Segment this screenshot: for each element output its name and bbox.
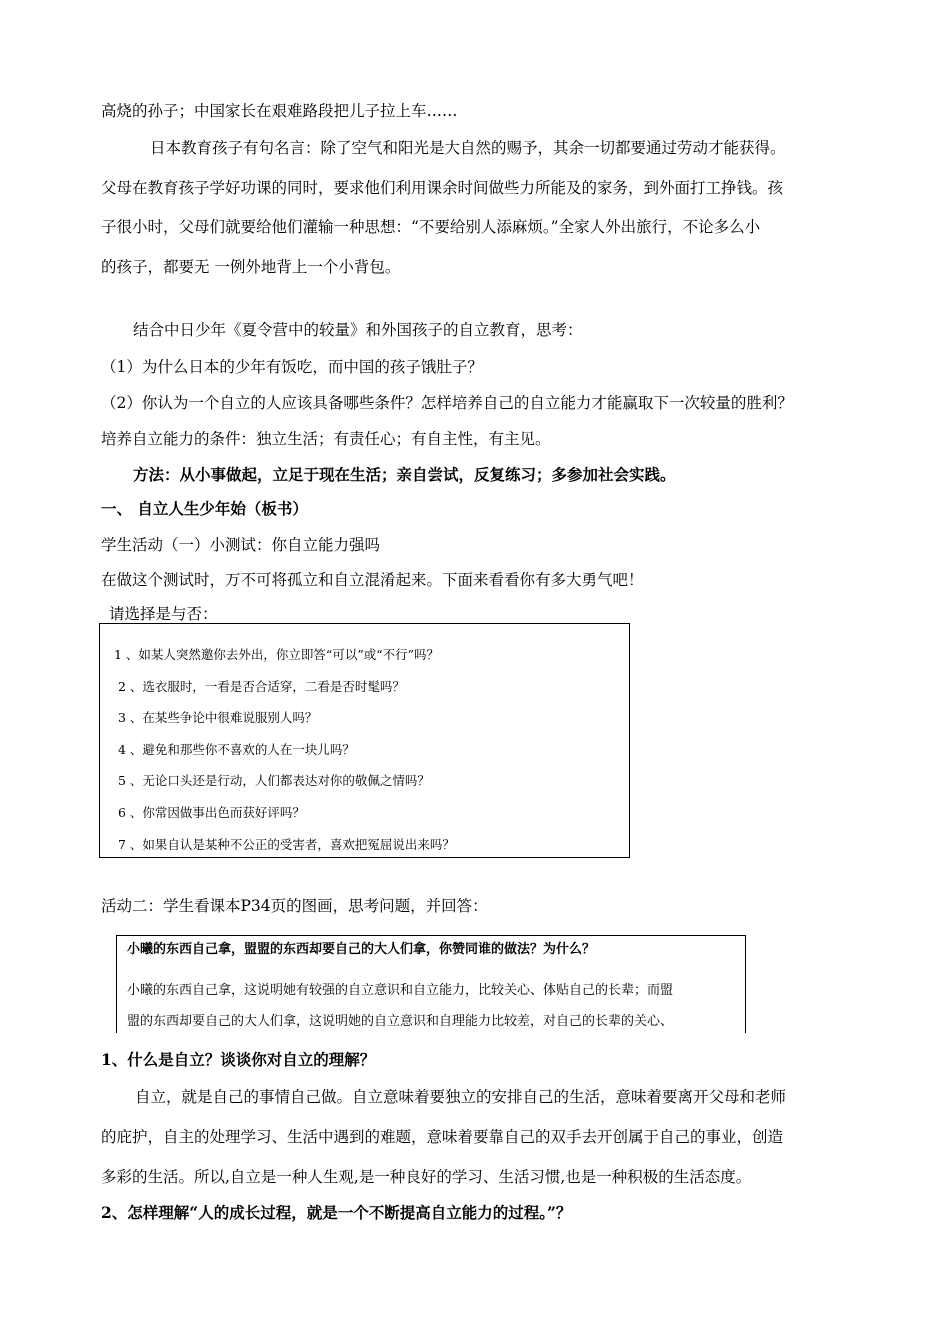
discussion-intro: 结合中日少年《夏令营中的较量》和外国孩子的自立教育，思考： xyxy=(133,321,583,339)
discussion-question-1: （1）为什么日本的少年有饭吃，而中国的孩子饿肚子？ xyxy=(101,358,483,376)
quiz-question: 7 、如果自认是某种不公正的受害者，喜欢把冤屈说出来吗？ xyxy=(118,837,455,852)
answer-box-question: 小曦的东西自己拿，盟盟的东西却要自己的大人们拿，你赞同谁的做法？为什么？ xyxy=(127,942,596,957)
paragraph-line: 高烧的孙子；中国家长在艰难路段把儿子拉上车…… xyxy=(101,102,458,120)
quiz-question: 3 、在某些争论中很难说服别人吗？ xyxy=(118,710,318,725)
quiz-box xyxy=(99,623,630,858)
answer-line: 的庇护，自主的处理学习、生活中遇到的难题，意味着要靠自己的双手去开创属于自己的事业，创造 xyxy=(101,1128,784,1146)
activity1-note: 在做这个测试时，万不可将孤立和自立混淆起来。下面来看看你有多大勇气吧！ xyxy=(101,571,644,589)
paragraph-line: 的孩子，都要无 一例外地背上一个小背包。 xyxy=(101,258,401,276)
answer-box-line: 小曦的东西自己拿，这说明她有较强的自立意识和自立能力，比较关心、体贴自己的长辈；而盟 xyxy=(127,983,674,998)
paragraph-line: 子很小时，父母们就要给他们灌输一种思想：“不要给别人添麻烦。”全家人外出旅行，不论多么小 xyxy=(101,218,761,236)
question-heading-2: 2、怎样理解“人的成长过程，就是一个不断提高自立能力的过程。”？ xyxy=(101,1203,572,1222)
answer-box xyxy=(116,935,746,1033)
quiz-question: 6 、你常因做事出色而获好评吗？ xyxy=(118,805,305,820)
quiz-question: 2 、选衣服时，一看是否合适穿，二看是否时髦吗？ xyxy=(118,679,405,694)
quiz-question: 1 、如某人突然邀你去外出，你立即答“可以”或“不行”吗？ xyxy=(114,647,439,662)
section-heading: 一、 自立人生少年始（板书） xyxy=(101,499,308,518)
answer-line: 自立，就是自己的事情自己做。自立意味着要独立的安排自己的生活，意味着要离开父母和老师 xyxy=(135,1088,787,1106)
quiz-question: 4 、避免和那些你不喜欢的人在一块儿吗？ xyxy=(118,742,355,757)
paragraph-line: 父母在教育孩子学好功课的同时，要求他们利用课余时间做些力所能及的家务，到外面打工挣钱。孩 xyxy=(101,179,784,197)
answer-box-line: 盟的东西却要自己的大人们拿，这说明她的自立意识和自理能力比较差，对自己的长辈的关心、 xyxy=(127,1014,674,1029)
question-heading-1: 1、什么是自立？谈谈你对自立的理解？ xyxy=(101,1050,376,1069)
quiz-question: 5 、无论口头还是行动，人们都表达对你的敬佩之情吗？ xyxy=(118,773,430,788)
method-text: 方法：从小事做起，立足于现在生活；亲自尝试，反复练习；多参加社会实践。 xyxy=(133,465,676,484)
discussion-question-2: （2）你认为一个自立的人应该具备哪些条件？怎样培养自己的自立能力才能赢取下一次较量的胜利？ xyxy=(101,394,793,412)
answer-line: 多彩的生活。所以,自立是一种人生观,是一种良好的学习、生活习惯,也是一种积极的生活态度。 xyxy=(101,1168,752,1186)
activity1-prompt: 请选择是与否： xyxy=(109,605,218,623)
conditions-text: 培养自立能力的条件：独立生活；有责任心；有自主性，有主见。 xyxy=(101,430,551,448)
activity1-title: 学生活动（一）小测试：你自立能力强吗 xyxy=(101,536,381,554)
paragraph-line: 日本教育孩子有句名言：除了空气和阳光是大自然的赐予，其余一切都要通过劳动才能获得。 xyxy=(150,139,786,157)
activity2-title: 活动二：学生看课本P34页的图画，思考问题，并回答： xyxy=(101,897,488,915)
